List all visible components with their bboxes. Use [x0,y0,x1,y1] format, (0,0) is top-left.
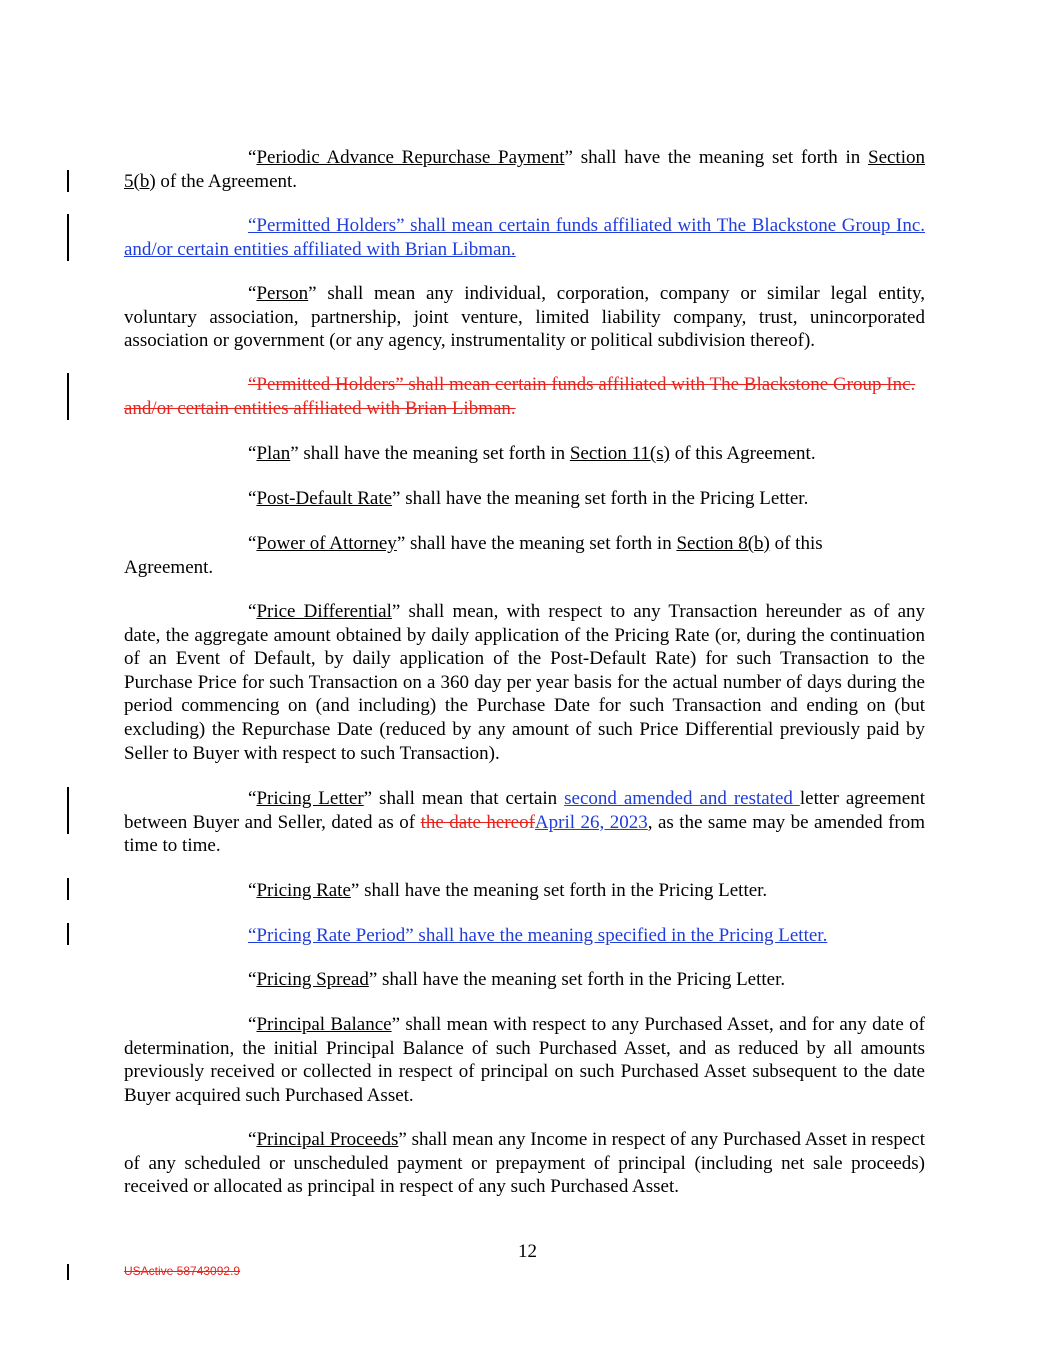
definition-text: ” shall have the meaning set forth in the Pricing Letter. [350,880,768,901]
definition-text: ” shall have the meaning set forth in the Pricing Letter. [368,969,786,990]
definition-text: ” shall mean with respect to any Purchased Asset, and for any date of determination, the initial Principal Balance of such Purchased Asset, and as reduced by all amounts previously received or collected in respect of principal on such Purchased Asset subsequent to the date Buyer acquired such Purchased Asset. [124,1014,925,1106]
defined-term: Plan [256,443,291,464]
definition-text: ” shall have the meaning set forth in [396,533,677,554]
definition-price-differential [124,600,925,765]
inserted-text: “Permitted Holders” shall mean certain funds affiliated with The Blackstone Group Inc. and/or certain entities affiliated with Brian Libman. [124,215,925,260]
definition-principal-proceeds [124,1128,925,1199]
definition-power-of-attorney [124,532,884,579]
deleted-text: “Permitted Holders” shall mean certain funds affiliated with The Blackstone Group Inc. and/or certain entities affiliated with Brian Libman. [124,374,916,419]
section-reference: Section 11(s) [569,443,670,464]
inserted-text: April 26, 2023 [534,811,648,833]
change-bar [67,878,69,900]
deleted-text: the date hereof [420,811,535,833]
defined-term: Post-Default Rate [256,488,393,509]
change-bar [67,923,69,945]
definition-text: ” shall mean any individual, corporation, company or similar legal entity, voluntary association, partnership, joint venture, limited liability company, trust, unincorporated association or government (or any agency, instrumentality or political subdivision thereof). [124,283,925,352]
definition-plan [124,442,925,466]
definition-pricing-rate [124,879,925,903]
open-quote: “ [248,1129,257,1150]
change-bar [67,170,69,192]
definition-text: ” shall have the meaning set forth in [290,443,570,464]
open-quote: “ [248,533,257,554]
open-quote: “ [248,788,257,809]
change-bar [67,214,69,261]
definition-text: , as the same may be amended from time to time. [124,811,926,857]
defined-term: Power of Attorney [256,533,397,554]
defined-term: Pricing Rate [256,880,351,901]
definition-text: ” shall mean any Income in respect of any Purchased Asset in respect of any scheduled or unscheduled payment or prepayment of principal (including net sale proceeds) received or allocated as principal in respect of any such Purchased Asset. [124,1129,926,1198]
open-quote: “ [248,488,257,509]
definition-text: ” shall have the meaning set forth in [564,147,868,168]
section-reference: Section 5(b) [124,147,925,192]
definition-text: of the Agreement. [155,170,298,192]
definition-post-default-rate [124,487,925,511]
defined-term: Principal Proceeds [256,1129,399,1150]
definition-pricing-letter [124,787,925,858]
defined-term: Principal Balance [256,1014,392,1035]
change-bar [67,787,69,834]
change-bar [67,1264,69,1280]
definition-person [124,282,925,353]
definition-permitted-holders-inserted [124,214,925,261]
definition-text: letter agreement between Buyer and Seller, dated as of [124,788,925,833]
defined-term: Pricing Letter [256,788,364,809]
definition-text: ” shall mean, with respect to any Transaction hereunder as of any date, the aggregate amount obtained by daily application of the Pricing Rate (or, during the continuation of an Event of Default, by daily application of the Post-Default Rate) for such Transaction to the Purchase Price for such Transaction on a 360 day per year basis for the actual number of days during the period commencing on (and including) the Purchase Date for such Transaction and ending on (but excluding) the Repurchase Date (reduced by any amount of such Price Differential previously paid by Seller to Buyer with respect to such Transaction). [124,601,925,764]
definition-periodic-advance-repurchase-payment [124,146,925,193]
definition-principal-balance [124,1013,925,1107]
open-quote: “ [248,147,257,168]
definition-pricing-rate-period-inserted [124,924,925,948]
open-quote: “ [248,283,257,304]
definition-text: ” shall have the meaning set forth in the Pricing Letter. [392,488,809,509]
defined-term: Person [256,283,309,304]
definition-text: of this Agreement. [124,533,823,578]
defined-term: Periodic Advance Repurchase Payment [256,147,565,168]
open-quote: “ [248,880,257,901]
open-quote: “ [248,601,257,622]
definition-text: of this Agreement. [669,443,816,464]
inserted-text: “Pricing Rate Period” shall have the meaning specified in the Pricing Letter. [248,925,828,946]
definition-text: ” shall mean that certain [363,788,565,809]
definition-permitted-holders-deleted [124,373,925,420]
defined-term: Pricing Spread [256,969,369,990]
section-reference: Section 8(b) [676,533,770,554]
open-quote: “ [248,1014,257,1035]
defined-term: Price Differential [256,601,392,622]
change-bar [67,373,69,420]
open-quote: “ [248,443,257,464]
page-number: 12 [518,1241,537,1262]
inserted-text: second amended and restated [564,788,800,809]
footer-document-id: USActive 58743092.9 [124,1264,241,1278]
open-quote: “ [248,969,257,990]
definition-pricing-spread [124,968,925,992]
